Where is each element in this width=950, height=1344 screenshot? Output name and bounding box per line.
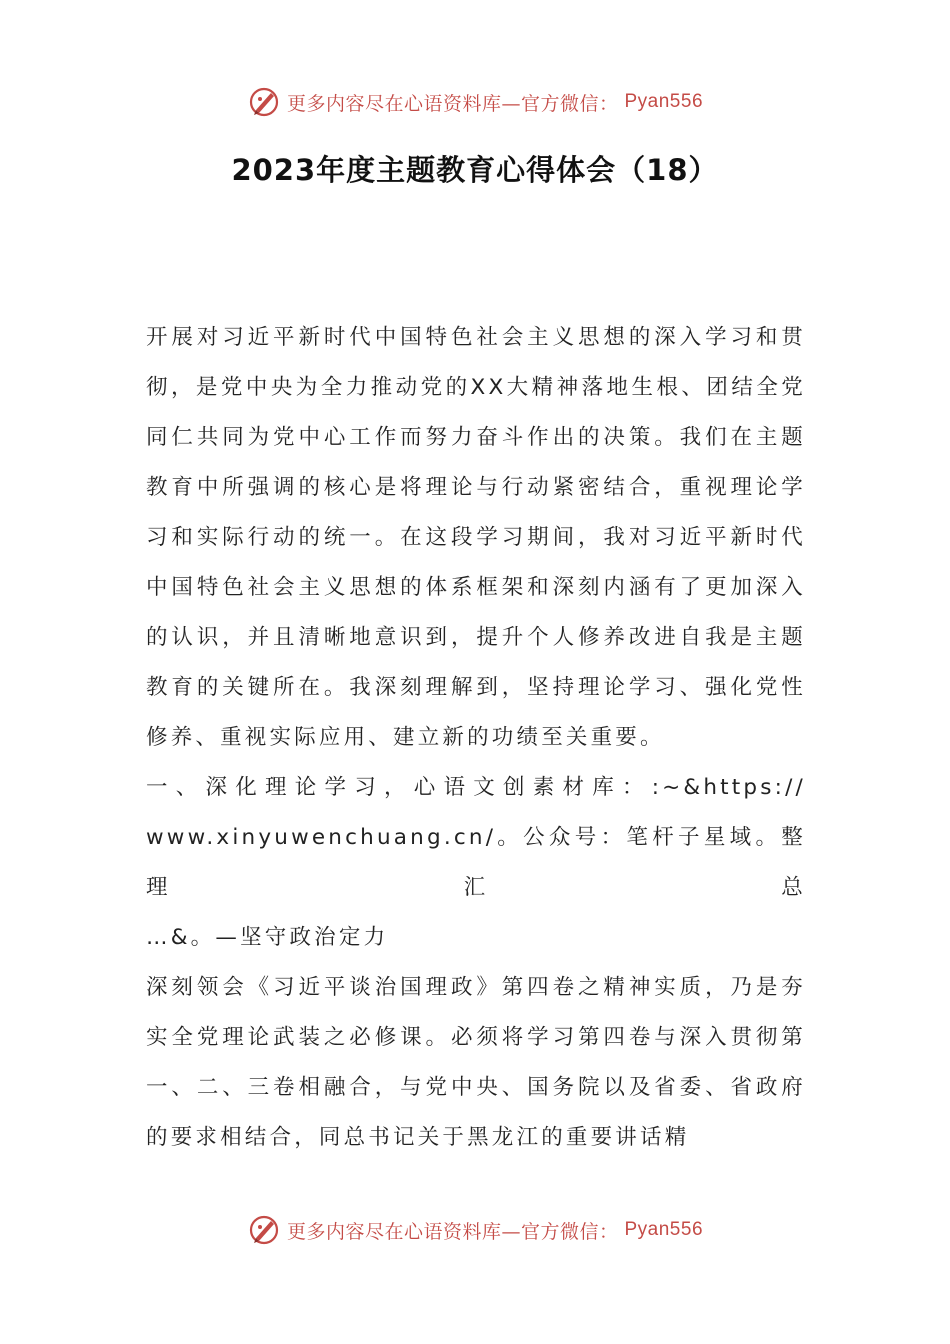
- section-heading-line: www.xinyuwenchuang.cn/。公众号：笔杆子星域。整理汇总: [146, 825, 806, 900]
- section-heading-line: 一、深化理论学习，心语文创素材库：:~&https://: [146, 775, 806, 800]
- document-body: [146, 313, 806, 1163]
- watermark-wechat-id: Pyan556: [624, 1219, 704, 1240]
- header-watermark: [0, 82, 950, 122]
- watermark-text: 更多内容尽在心语资料库—官方微信：: [286, 1220, 619, 1243]
- document-title: 2023年度主题教育心得体会（18）: [231, 153, 719, 187]
- pen-logo-icon: [247, 85, 281, 119]
- watermark-wechat-id: Pyan556: [624, 91, 704, 112]
- paragraph: 深刻领会《习近平谈治国理政》第四卷之精神实质，乃是夯实全党理论武装之必修课。必须将学习第四卷与深入贯彻第一、二、三卷相融合，与党中央、国务院以及省委、省政府的要求相结合，同总书记关于黑龙江的重要讲话精: [146, 975, 806, 1150]
- footer-watermark: [0, 1210, 950, 1250]
- pen-logo-icon: [247, 1213, 281, 1247]
- section-heading-line: …&。—坚守政治定力: [146, 925, 389, 950]
- watermark-text: 更多内容尽在心语资料库—官方微信：: [286, 92, 619, 115]
- paragraph: 开展对习近平新时代中国特色社会主义思想的深入学习和贯彻，是党中央为全力推动党的XX大精神落地生根、团结全党同仁共同为党中心工作而努力奋斗作出的决策。我们在主题教育中所强调的核心是将理论与行动紧密结合，重视理论学习和实际行动的统一。在这段学习期间，我对习近平新时代中国特色社会主义思想的体系框架和深刻内涵有了更加深入的认识，并且清晰地意识到，提升个人修养改进自我是主题教育的关键所在。我深刻理解到，坚持理论学习、强化党性修养、重视实际应用、建立新的功绩至关重要。: [146, 325, 806, 750]
